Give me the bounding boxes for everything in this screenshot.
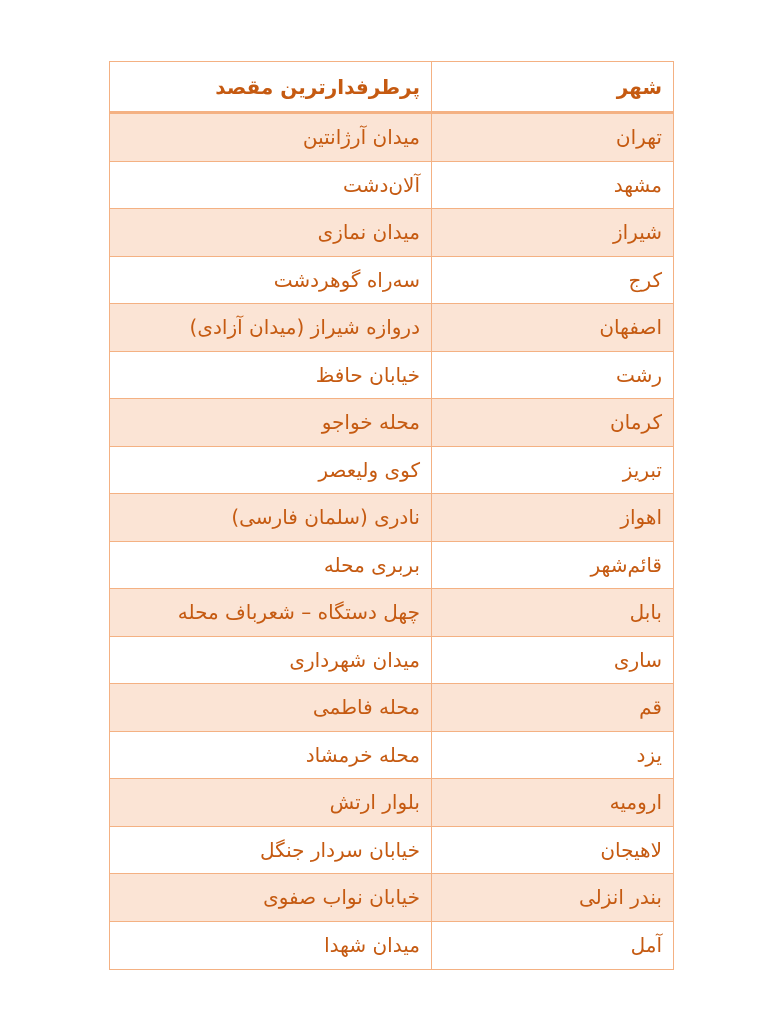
table-row — [110, 779, 673, 827]
city-cell: اصفهان — [431, 304, 673, 351]
table-row — [110, 637, 673, 685]
destination-cell: آلان‌دشت — [343, 172, 420, 197]
city-cell: تبریز — [431, 447, 673, 494]
destination-cell: محله فاطمی — [312, 695, 420, 720]
table-row — [110, 114, 673, 162]
city-cell: بندر انزلی — [431, 874, 673, 921]
city-cell: شیراز — [431, 209, 673, 256]
table-row — [110, 399, 673, 447]
table-row — [110, 352, 673, 400]
destination-cell: میدان شهدا — [324, 933, 420, 958]
city-cell: آمل — [431, 922, 673, 970]
destination-cell: خیابان حافظ — [315, 362, 420, 387]
city-cell: بابل — [431, 589, 673, 636]
city-cell: کرج — [431, 257, 673, 304]
table-row — [110, 304, 673, 352]
destination-cell: محله خرمشاد — [305, 742, 420, 767]
destination-cell: میدان آرژانتین — [302, 125, 420, 150]
destination-cell: کوی ولیعصر — [318, 457, 420, 482]
header-city: شهر — [431, 62, 673, 111]
destination-cell: میدان نمازی — [317, 220, 420, 245]
destination-cell: خیابان نواب صفوی — [263, 885, 420, 910]
destination-cell: سه‌راه گوهردشت — [273, 267, 420, 292]
city-cell: قم — [431, 684, 673, 731]
city-cell: ارومیه — [431, 779, 673, 826]
city-cell: اهواز — [431, 494, 673, 541]
destination-cell: محله خواجو — [321, 410, 420, 435]
table-row — [110, 874, 673, 922]
destination-cell: بربری محله — [323, 552, 420, 577]
header-destination: پرطرفدارترین مقصد — [215, 74, 420, 99]
table-row — [110, 494, 673, 542]
table-row — [110, 589, 673, 637]
destinations-table — [109, 61, 674, 970]
city-cell: رشت — [431, 352, 673, 399]
table-header-row — [110, 62, 673, 114]
table-row — [110, 827, 673, 875]
table-row — [110, 257, 673, 305]
destination-cell: خیابان سردار جنگل — [259, 837, 420, 862]
destination-cell: دروازه شیراز (میدان آزادی) — [189, 315, 420, 340]
table-row — [110, 162, 673, 210]
city-cell: ساری — [431, 637, 673, 684]
destination-cell: بلوار ارتش — [329, 790, 420, 815]
table-row — [110, 732, 673, 780]
city-cell: قائم‌شهر — [431, 542, 673, 589]
city-cell: کرمان — [431, 399, 673, 446]
city-cell: تهران — [431, 114, 673, 161]
table-row — [110, 922, 673, 970]
city-cell: لاهیجان — [431, 827, 673, 874]
destination-cell: میدان شهرداری — [289, 647, 420, 672]
table-row — [110, 684, 673, 732]
table-row — [110, 447, 673, 495]
destination-cell: چهل دستگاه – شعرباف محله — [177, 600, 420, 625]
table-row — [110, 542, 673, 590]
destination-cell: نادری (سلمان فارسی) — [231, 505, 420, 530]
city-cell: مشهد — [431, 162, 673, 209]
table-row — [110, 209, 673, 257]
city-cell: یزد — [431, 732, 673, 779]
